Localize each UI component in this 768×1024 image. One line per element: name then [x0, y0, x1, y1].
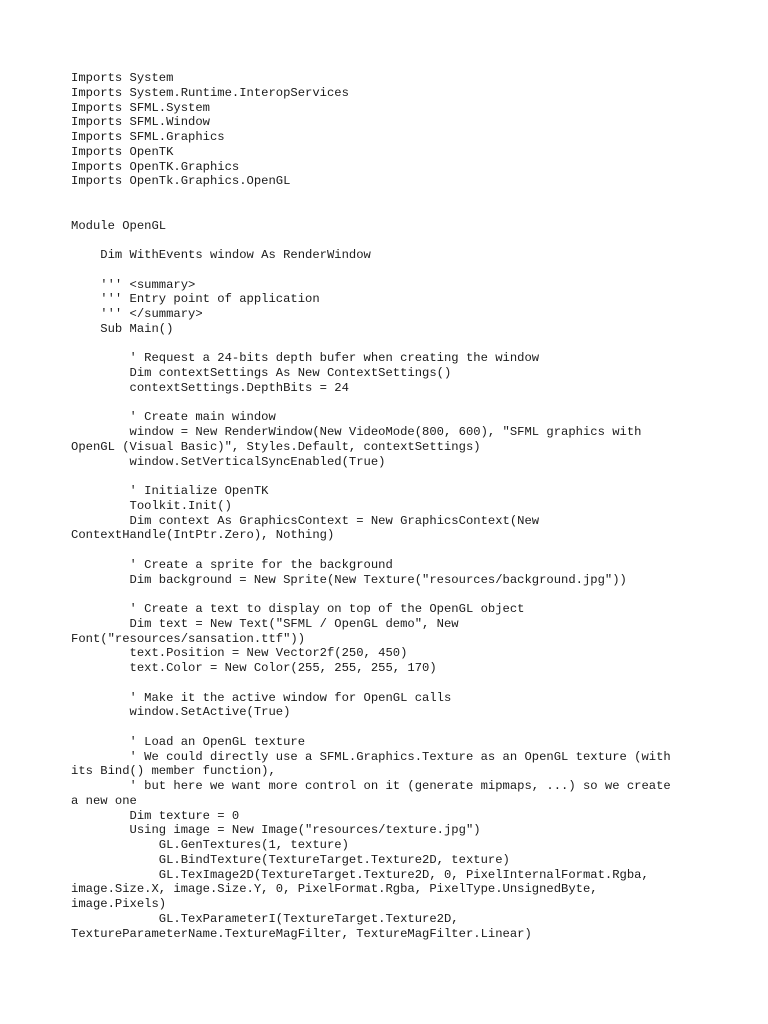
code-line: Sub Main() [71, 321, 174, 336]
code-block [71, 71, 721, 941]
code-line: Font("resources/sansation.ttf")) [71, 631, 306, 646]
document-page [71, 71, 721, 941]
code-line: Imports SFML.System [71, 100, 210, 115]
code-line: Using image = New Image("resources/texture.jpg") [71, 823, 481, 838]
code-line: Imports SFML.Window [71, 115, 210, 130]
code-line: Toolkit.Init() [71, 498, 232, 513]
code-line [71, 676, 721, 691]
code-line [71, 204, 721, 219]
code-line [71, 720, 721, 735]
code-line: contextSettings.DepthBits = 24 [71, 380, 349, 395]
code-line: GL.GenTextures(1, texture) [71, 838, 349, 852]
code-line [71, 189, 721, 204]
code-line: GL.TexImage2D(TextureTarget.Texture2D, 0, PixelInternalFormat.Rgba, [71, 867, 649, 882]
code-line: Dim WithEvents window As RenderWindow [71, 248, 371, 262]
code-line: ' Create a text to display on top of the OpenGL object [71, 602, 525, 616]
code-line: Dim background = New Sprite(New Texture("resources/background.jpg")) [71, 572, 627, 587]
code-line: Dim context As GraphicsContext = New GraphicsContext(New [71, 513, 540, 528]
code-line: image.Size.X, image.Size.Y, 0, PixelFormat.Rgba, PixelType.UnsignedByte, [71, 882, 598, 897]
code-line: text.Position = New Vector2f(250, 450) [71, 646, 408, 661]
code-line: window.SetVerticalSyncEnabled(True) [71, 454, 386, 469]
code-line: image.Pixels) [71, 897, 167, 911]
code-line: ''' Entry point of application [71, 292, 320, 307]
code-line: its Bind() member function), [71, 764, 276, 779]
code-line: ' Load an OpenGL texture [71, 734, 306, 749]
code-line: TextureParameterName.TextureMagFilter, TextureMagFilter.Linear) [71, 926, 532, 941]
code-line: ''' </summary> [71, 307, 203, 321]
code-line: ContextHandle(IntPtr.Zero), Nothing) [71, 528, 335, 543]
code-line: ' Make it the active window for OpenGL calls [71, 690, 452, 705]
code-line: Imports OpenTk.Graphics.OpenGL [71, 174, 291, 189]
code-line: Module OpenGL [71, 218, 167, 233]
code-line: Imports OpenTK.Graphics [71, 159, 240, 174]
code-line [71, 469, 721, 484]
code-line: Dim contextSettings As New ContextSettings() [71, 366, 452, 380]
code-line: Imports SFML.Graphics [71, 130, 225, 144]
code-line: Imports System [71, 71, 174, 85]
code-line [71, 263, 721, 278]
code-line: Imports System.Runtime.InteropServices [71, 85, 349, 100]
code-line: text.Color = New Color(255, 255, 255, 170) [71, 661, 437, 675]
code-line [71, 543, 721, 558]
code-line: Dim text = New Text("SFML / OpenGL demo", New [71, 616, 459, 631]
code-line: ' Initialize OpenTK [71, 484, 269, 498]
code-line: window = New RenderWindow(New VideoMode(800, 600), "SFML graphics with [71, 425, 642, 439]
code-line: ' We could directly use a SFML.Graphics.Texture as an OpenGL texture (with [71, 749, 671, 764]
code-line: GL.TexParameterI(TextureTarget.Texture2D, [71, 911, 459, 926]
code-line: GL.BindTexture(TextureTarget.Texture2D, texture) [71, 852, 510, 867]
code-line: ' Request a 24-bits depth bufer when creating the window [71, 351, 540, 366]
code-line [71, 587, 721, 602]
code-line: ''' <summary> [71, 277, 196, 292]
code-line [71, 396, 721, 411]
code-line: Imports OpenTK [71, 144, 174, 159]
code-line [71, 337, 721, 352]
code-line: ' Create a sprite for the background [71, 557, 393, 572]
code-line: ' but here we want more control on it (generate mipmaps, ...) so we create [71, 779, 671, 793]
code-line: ' Create main window [71, 410, 276, 425]
code-line: Dim texture = 0 [71, 808, 240, 823]
code-line: OpenGL (Visual Basic)", Styles.Default, contextSettings) [71, 439, 481, 454]
code-line [71, 233, 721, 248]
code-line: a new one [71, 793, 137, 808]
code-line: window.SetActive(True) [71, 705, 291, 720]
